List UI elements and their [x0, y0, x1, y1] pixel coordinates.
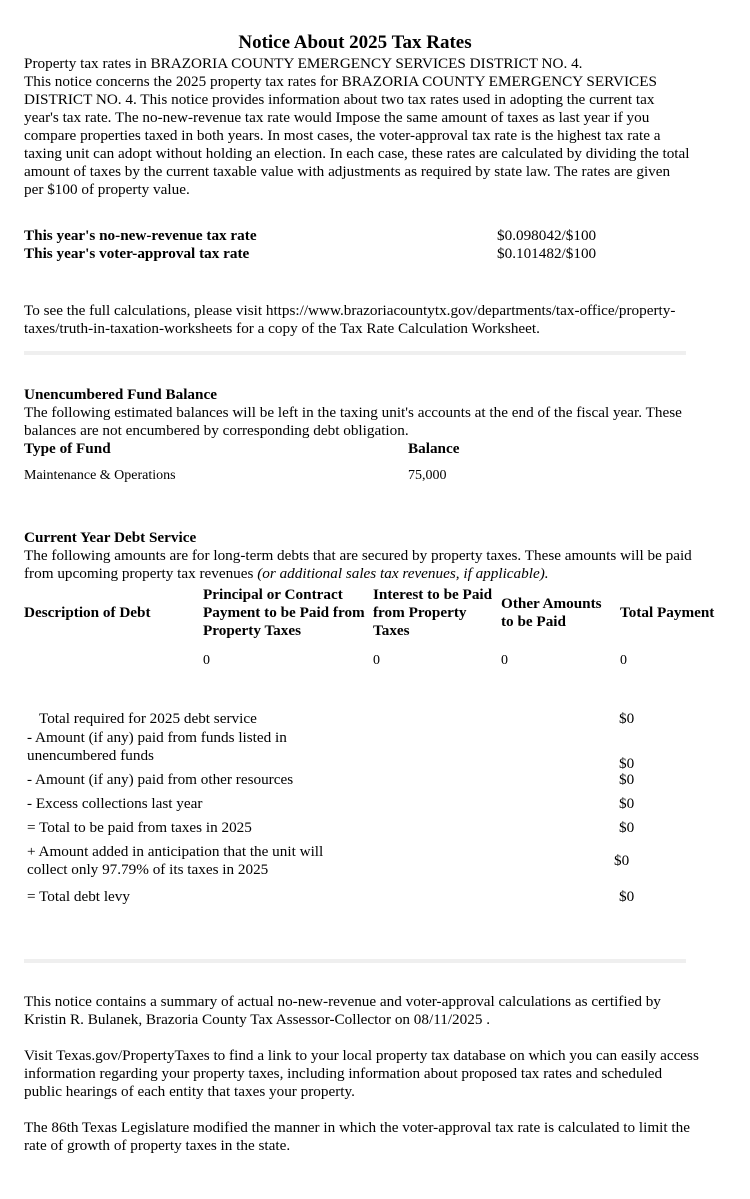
tax-rates — [24, 227, 690, 263]
column-header: Total Payment — [620, 604, 715, 621]
table-row — [24, 467, 690, 485]
summary-label: - Amount (if any) paid from other resources — [27, 771, 294, 788]
debt-service-section — [24, 529, 724, 670]
other-amounts-cell: 0 — [501, 653, 508, 668]
column-header: Type of Fund — [24, 440, 111, 457]
summary-amount: $0 — [619, 888, 635, 905]
column-header: Description of Debt — [24, 604, 151, 621]
intro-section — [24, 55, 690, 199]
section-divider — [24, 959, 686, 963]
summary-label: = Total debt levy — [27, 888, 130, 905]
legislature-note: The 86th Texas Legislature modified the manner in which the voter-approval tax rate is calculated to limit the rate of growth of property taxes in the state. — [24, 1119, 690, 1154]
summary-amount: $0 — [619, 755, 635, 772]
summary-label: - Amount (if any) paid from funds listed in unencumbered funds — [27, 729, 287, 764]
certification-text: This notice contains a summary of actual no-new-revenue and voter-approval calculations as certified by Kristin R. Bulanek, Brazoria County Tax Assessor-Collector on 08/11/2025 . — [24, 993, 661, 1028]
summary-label: Total required for 2025 debt service — [39, 710, 257, 727]
rate-label: This year's no-new-revenue tax rate — [24, 227, 257, 244]
fund-type-cell: Maintenance & Operations — [24, 468, 176, 483]
fund-table-header — [24, 440, 690, 458]
unencumbered-fund-section — [24, 386, 690, 485]
summary-amount: $0 — [619, 795, 635, 812]
section-title: Current Year Debt Service — [24, 529, 197, 546]
column-header: Principal or Contract Payment to be Paid from Property Taxes — [203, 586, 365, 639]
summary-label: + Amount added in anticipation that the unit will collect only 97.79% of its taxes in 2025 — [27, 843, 324, 878]
interest-cell: 0 — [373, 653, 380, 668]
page-title: Notice About 2025 Tax Rates — [238, 32, 472, 53]
total-payment-cell: 0 — [620, 653, 627, 668]
fund-balance-cell: 75,000 — [408, 468, 447, 483]
section-title: Unencumbered Fund Balance — [24, 386, 217, 403]
rate-label: This year's voter-approval tax rate — [24, 245, 250, 262]
description-text: The following amounts are for long-term debts that are secured by property taxes. These amounts will be paid from upcoming property tax revenues — [24, 547, 692, 582]
footer-notes — [24, 993, 700, 1173]
summary-amount: $0 — [619, 710, 635, 727]
intro-line: Property tax rates in BRAZORIA COUNTY EMERGENCY SERVICES DISTRICT NO. 4. — [24, 55, 583, 72]
rate-row-no-new-revenue — [24, 227, 690, 245]
column-header: Interest to be Paid from Property Taxes — [373, 586, 493, 639]
rate-value: $0.098042/$100 — [497, 227, 597, 244]
column-header: Balance — [408, 440, 460, 457]
description-italic: (or additional sales tax revenues, if applicable). — [257, 565, 549, 582]
summary-amount: $0 — [614, 852, 630, 869]
section-description: The following estimated balances will be left in the taxing unit's accounts at the end of the fiscal year. These balances are not encumbered by corresponding debt obligation. — [24, 404, 682, 439]
table-row — [24, 652, 724, 670]
section-divider — [24, 351, 686, 355]
summary-label: - Excess collections last year — [27, 795, 203, 812]
principal-cell: 0 — [203, 653, 210, 668]
intro-body: This notice concerns the 2025 property tax rates for BRAZORIA COUNTY EMERGENCY SERVICES DISTRICT NO. 4. This notice provides information about two tax rates used in adopting the current tax year's tax rate. The no-new-revenue tax rate would Impose the same amount of taxes as last year if you compare properties taxed in both years. In most cases, the voter-approval tax rate is the highest tax rate a taxing unit can adopt without holding an election. In each case, these rates are calculated by dividing the total amount of taxes by the current taxable value with adjustments as required by state law. The rates are given per $100 of property value. — [24, 73, 690, 198]
section-description — [24, 547, 724, 583]
property-taxes-link-text: Visit Texas.gov/PropertyTaxes to find a link to your local property tax database on which you can easily access information regarding your property taxes, including information about proposed tax rates and scheduled public hearings of each entity that taxes your property. — [24, 1047, 699, 1100]
summary-amount: $0 — [619, 771, 635, 788]
debt-table-header — [24, 583, 724, 645]
column-header: Other Amounts to be Paid — [501, 595, 602, 630]
calculations-note: To see the full calculations, please visit https://www.brazoriacountytx.gov/departments/tax-office/property-taxes/truth-in-taxation-worksheets for a copy of the Tax Rate Calculation Worksheet. — [24, 302, 676, 337]
summary-label: = Total to be paid from taxes in 2025 — [27, 819, 252, 836]
rate-row-voter-approval — [24, 245, 690, 263]
rate-value: $0.101482/$100 — [497, 245, 597, 262]
summary-amount: $0 — [619, 819, 635, 836]
